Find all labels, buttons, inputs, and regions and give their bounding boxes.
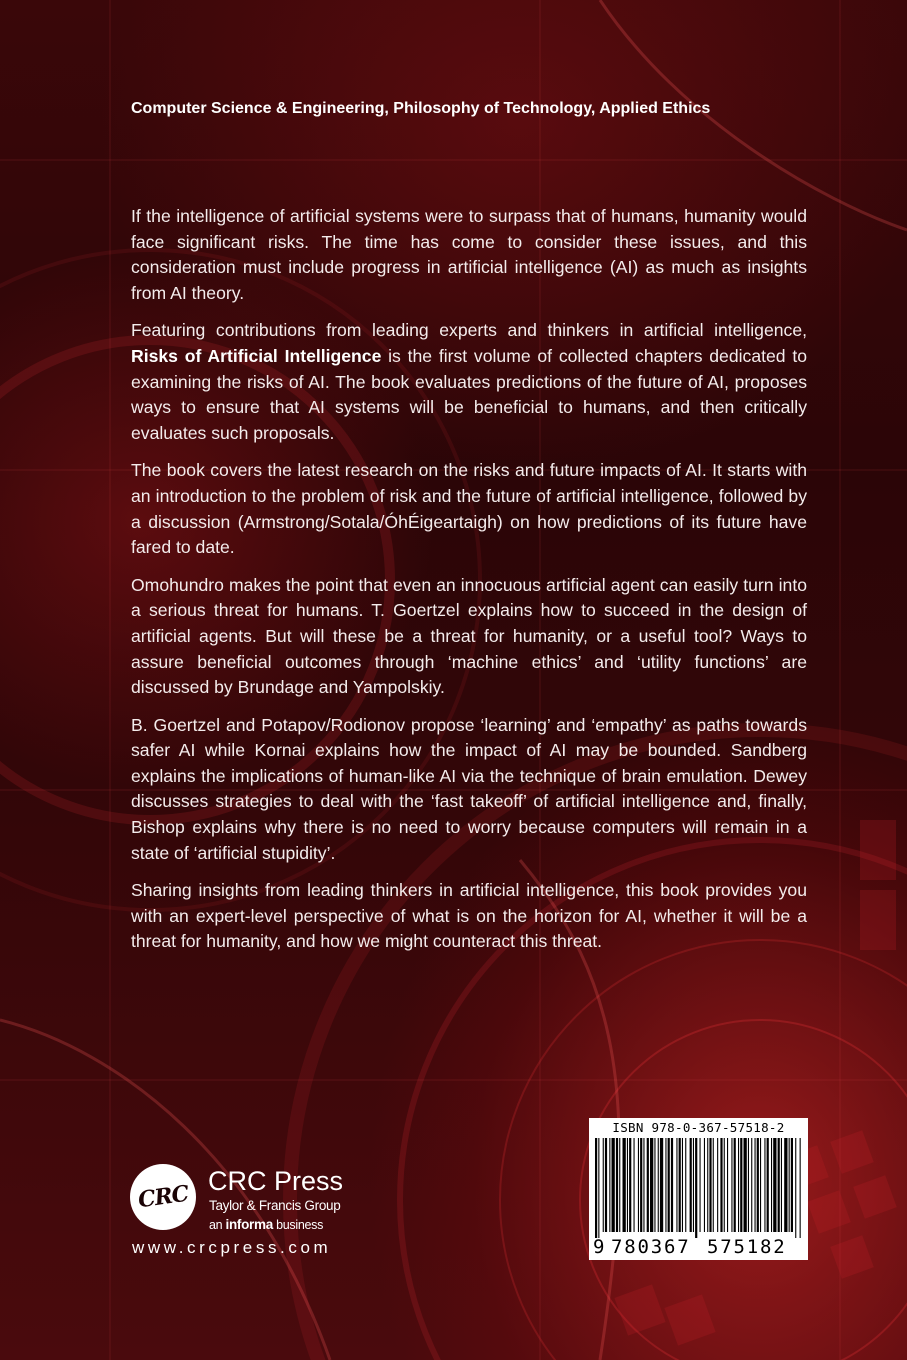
barcode-bar — [668, 1138, 670, 1232]
barcode-bar — [717, 1138, 718, 1232]
blurb-paragraph-4: Omohundro makes the point that even an innocuous artificial agent can easily turn into a serious threat for humans. T. Goertzel explains how to succeed in the design of artificial agents. But will these be a threat for humanity, or a useful tool? Ways to assure beneficial outcomes through ‘machine ethics’ and ‘utility functions’ are discussed by Brundage and Yampolskiy. — [131, 574, 807, 698]
barcode-bar — [695, 1138, 697, 1238]
barcode-bar — [734, 1138, 736, 1232]
barcode-bar — [595, 1138, 597, 1238]
barcode-bar — [690, 1138, 692, 1232]
barcode-digit-lead: 9 — [593, 1236, 605, 1258]
publisher-website: www.crcpress.com — [132, 1238, 332, 1257]
barcode-bar — [748, 1138, 749, 1232]
barcode-bar — [709, 1138, 711, 1232]
barcode-bar — [603, 1138, 604, 1232]
business-suffix: business — [276, 1218, 324, 1232]
barcode-bar — [605, 1138, 607, 1232]
barcode-bar — [623, 1138, 626, 1232]
barcode-bar — [650, 1138, 653, 1232]
barcode-digits — [589, 1236, 808, 1260]
barcode-bars — [595, 1138, 802, 1238]
barcode-bar — [598, 1138, 599, 1238]
barcode-bar — [720, 1138, 722, 1232]
barcode-bar — [619, 1138, 620, 1232]
crc-logo-icon — [130, 1164, 196, 1230]
business-brand: informa — [225, 1217, 273, 1232]
barcode-bar — [671, 1138, 673, 1232]
barcode-bar — [660, 1138, 663, 1232]
barcode-bar — [764, 1138, 765, 1232]
barcode-bar — [693, 1138, 694, 1232]
barcode-bar — [755, 1138, 756, 1232]
barcode-bar — [724, 1138, 725, 1232]
barcode-bar — [738, 1138, 739, 1232]
barcode-bar — [704, 1138, 705, 1232]
publisher-name: CRC Press — [208, 1166, 344, 1196]
barcode-bar — [609, 1138, 610, 1232]
barcode-bar — [616, 1138, 618, 1232]
publisher-block — [130, 1162, 370, 1262]
blurb-paragraph-5: B. Goertzel and Potapov/Rodionov propose ‘learning’ and ‘empathy’ as paths towards safer AI while Kornai explains how the impact of AI may be bounded. Sandberg explains the implications of human-like AI via the technique of brain emulation. Dewey discusses strategies to deal with the ‘fast takeoff’ of artificial intelligence and, finally, Bishop explains why there is no need to worry because computers will remain in a state of ‘artificial stupidity’. — [131, 714, 807, 863]
barcode-bar — [778, 1138, 780, 1232]
subject-category: Computer Science & Engineering, Philosophy of Technology, Applied Ethics — [131, 100, 711, 117]
blurb-p2-intro: Featuring contributions from leading experts and thinkers in artificial intelligence, — [131, 320, 807, 341]
barcode-bar — [773, 1138, 776, 1232]
barcode-digits-left: 780367 — [611, 1236, 691, 1258]
blurb-paragraph-6: Sharing insights from leading thinkers in artificial intelligence, this book provides you with an expert-level perspective of what is on the horizon for AI, whether it will be a threat for humanity, and how we might counteract this threat. — [131, 880, 807, 952]
barcode-bar — [771, 1138, 772, 1232]
barcode-bar — [713, 1138, 714, 1232]
isbn-barcode — [589, 1118, 808, 1260]
barcode-bar — [676, 1138, 677, 1232]
barcode-bar — [789, 1138, 790, 1232]
publisher-business-line — [209, 1217, 323, 1233]
barcode-digits-right: 575182 — [707, 1236, 787, 1258]
barcode-bar — [629, 1138, 631, 1232]
barcode-bar — [757, 1138, 759, 1232]
barcode-bar — [654, 1138, 655, 1232]
barcode-bar — [685, 1138, 686, 1232]
barcode-bar — [791, 1138, 793, 1232]
publisher-group: Taylor & Francis Group — [209, 1198, 341, 1213]
blurb-p2-rest: is the first volume of collected chapters dedicated to examining the risks of AI. The book evaluates predictions of the future of AI, proposes ways to ensure that AI systems will be beneficial to humans, and then critically evaluates such proposals. — [131, 345, 808, 443]
barcode-bar — [800, 1138, 801, 1238]
barcode-bar — [627, 1138, 628, 1232]
blurb-paragraph-3: The book covers the latest research on the risks and future impacts of AI. It starts with an introduction to the problem of risk and the future of artificial intelligence, followed by a discussion (Armstrong/Sotala/ÓhÉigeartaigh) on how predictions of its future have fared to date. — [131, 460, 807, 558]
barcode-bar — [638, 1138, 639, 1232]
barcode-bar — [682, 1138, 683, 1232]
barcode-bar — [767, 1138, 769, 1232]
barcode-bar — [679, 1138, 681, 1232]
blurb-paragraph-1: If the intelligence of artificial systems were to surpass that of humans, humanity would face significant risks. The time has come to consider these issues, and this consideration must include progress in artificial intelligence (AI) as much as insights from AI theory. — [131, 206, 807, 303]
barcode-bar — [784, 1138, 787, 1232]
barcode-bar — [640, 1138, 642, 1232]
barcode-bar — [700, 1138, 701, 1232]
barcode-bar — [760, 1138, 761, 1232]
barcode-bar — [658, 1138, 659, 1232]
book-description — [131, 204, 807, 967]
barcode-bar — [781, 1138, 782, 1232]
barcode-bar — [731, 1138, 732, 1232]
barcode-bar — [634, 1138, 635, 1232]
barcode-bar — [643, 1138, 644, 1232]
barcode-bar — [795, 1138, 796, 1238]
barcode-bar — [612, 1138, 615, 1232]
barcode-bar — [744, 1138, 747, 1232]
blurb-paragraph-2 — [131, 318, 807, 446]
barcode-bar — [751, 1138, 752, 1232]
barcode-bar — [665, 1138, 666, 1232]
barcode-bar — [647, 1138, 649, 1232]
barcode-bar — [727, 1138, 728, 1232]
crc-logo-text: CRC — [136, 1180, 190, 1214]
business-prefix: an — [209, 1218, 223, 1232]
barcode-bar — [740, 1138, 742, 1232]
isbn-label: ISBN 978-0-367-57518-2 — [612, 1120, 785, 1135]
barcode-bar — [707, 1138, 708, 1232]
book-title: Risks of Artificial Intelligence — [131, 345, 382, 366]
